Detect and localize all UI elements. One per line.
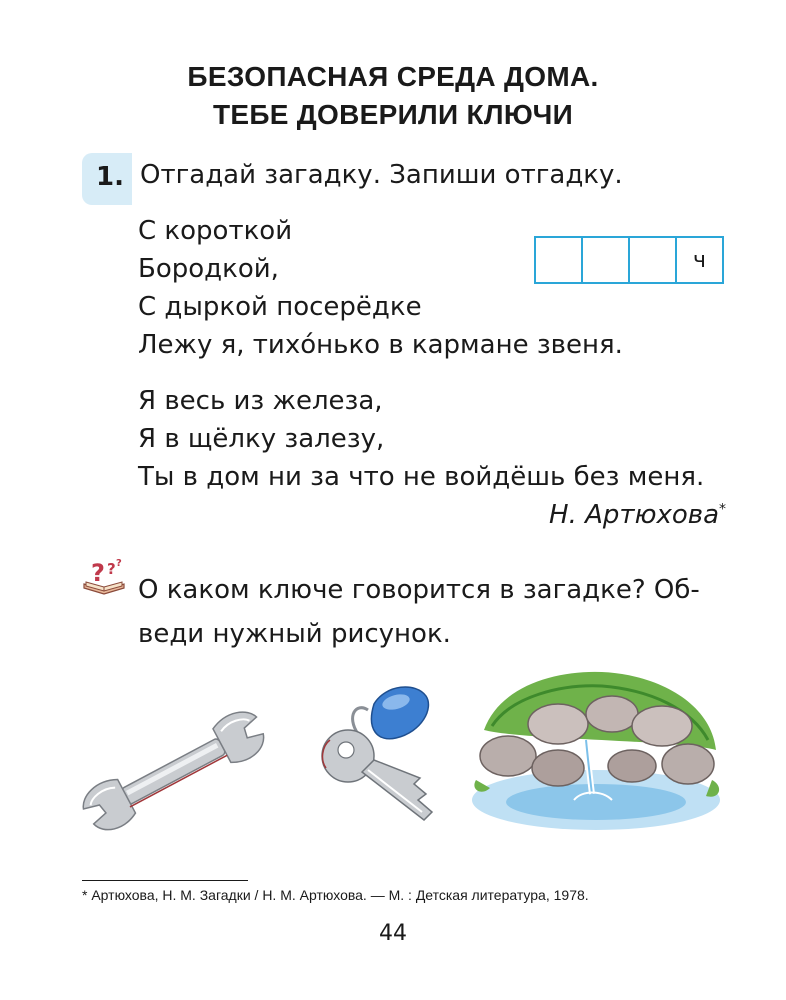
footnote-mark: * — [719, 501, 726, 518]
footnote: * Артюхова, Н. М. Загадки / Н. М. Артюхова. — М. : Детская литература, 1978. — [82, 887, 589, 903]
svg-text:?: ? — [116, 558, 122, 569]
poem-stanza-1 — [138, 212, 623, 364]
poem-line: Ты в дом ни за что не войдёшь без меня. — [138, 462, 705, 492]
title-line-2: ТЕБЕ ДОВЕРИЛИ КЛЮЧИ — [212, 99, 574, 130]
question-line-2: веди нужный рисунок. — [138, 619, 451, 649]
poem-stanza-2 — [138, 382, 704, 496]
task-instruction: Отгадай загадку. Запиши отгадку. — [140, 160, 623, 190]
key-icon[interactable] — [296, 676, 446, 834]
question-text — [138, 568, 738, 656]
svg-text:?: ? — [91, 559, 105, 587]
answer-cell[interactable] — [536, 238, 583, 282]
spring-icon[interactable] — [462, 660, 728, 836]
poem-line: С дыркой посерёдке — [138, 292, 422, 322]
answer-cell[interactable]: ч — [693, 247, 706, 273]
svg-text:?: ? — [107, 560, 116, 578]
task-number-badge — [82, 153, 132, 205]
title-line-1: БЕЗОПАСНАЯ СРЕДА ДОМА. — [187, 61, 599, 92]
poem-line: С короткой — [138, 216, 293, 246]
answer-cell[interactable] — [583, 238, 630, 282]
poem-author — [549, 500, 726, 530]
thinking-book-icon — [80, 554, 128, 596]
answer-grid — [534, 236, 724, 284]
poem-line: Я в щёлку залезу, — [138, 424, 385, 454]
author-name: Н. Артюхова — [549, 500, 719, 530]
answer-cell[interactable] — [630, 238, 677, 282]
footnote-divider — [82, 880, 248, 881]
poem-line: Лежу я, тихо́нько в кармане звеня. — [138, 330, 623, 360]
poem-line: Я весь из железа, — [138, 386, 383, 416]
task-number: 1. — [96, 162, 124, 192]
page-title — [0, 58, 786, 134]
question-line-1: О каком ключе говорится в загадке? Об- — [138, 575, 700, 605]
page-number: 44 — [379, 921, 407, 946]
poem-line: Бородкой, — [138, 254, 279, 284]
wrench-icon[interactable] — [78, 705, 274, 835]
